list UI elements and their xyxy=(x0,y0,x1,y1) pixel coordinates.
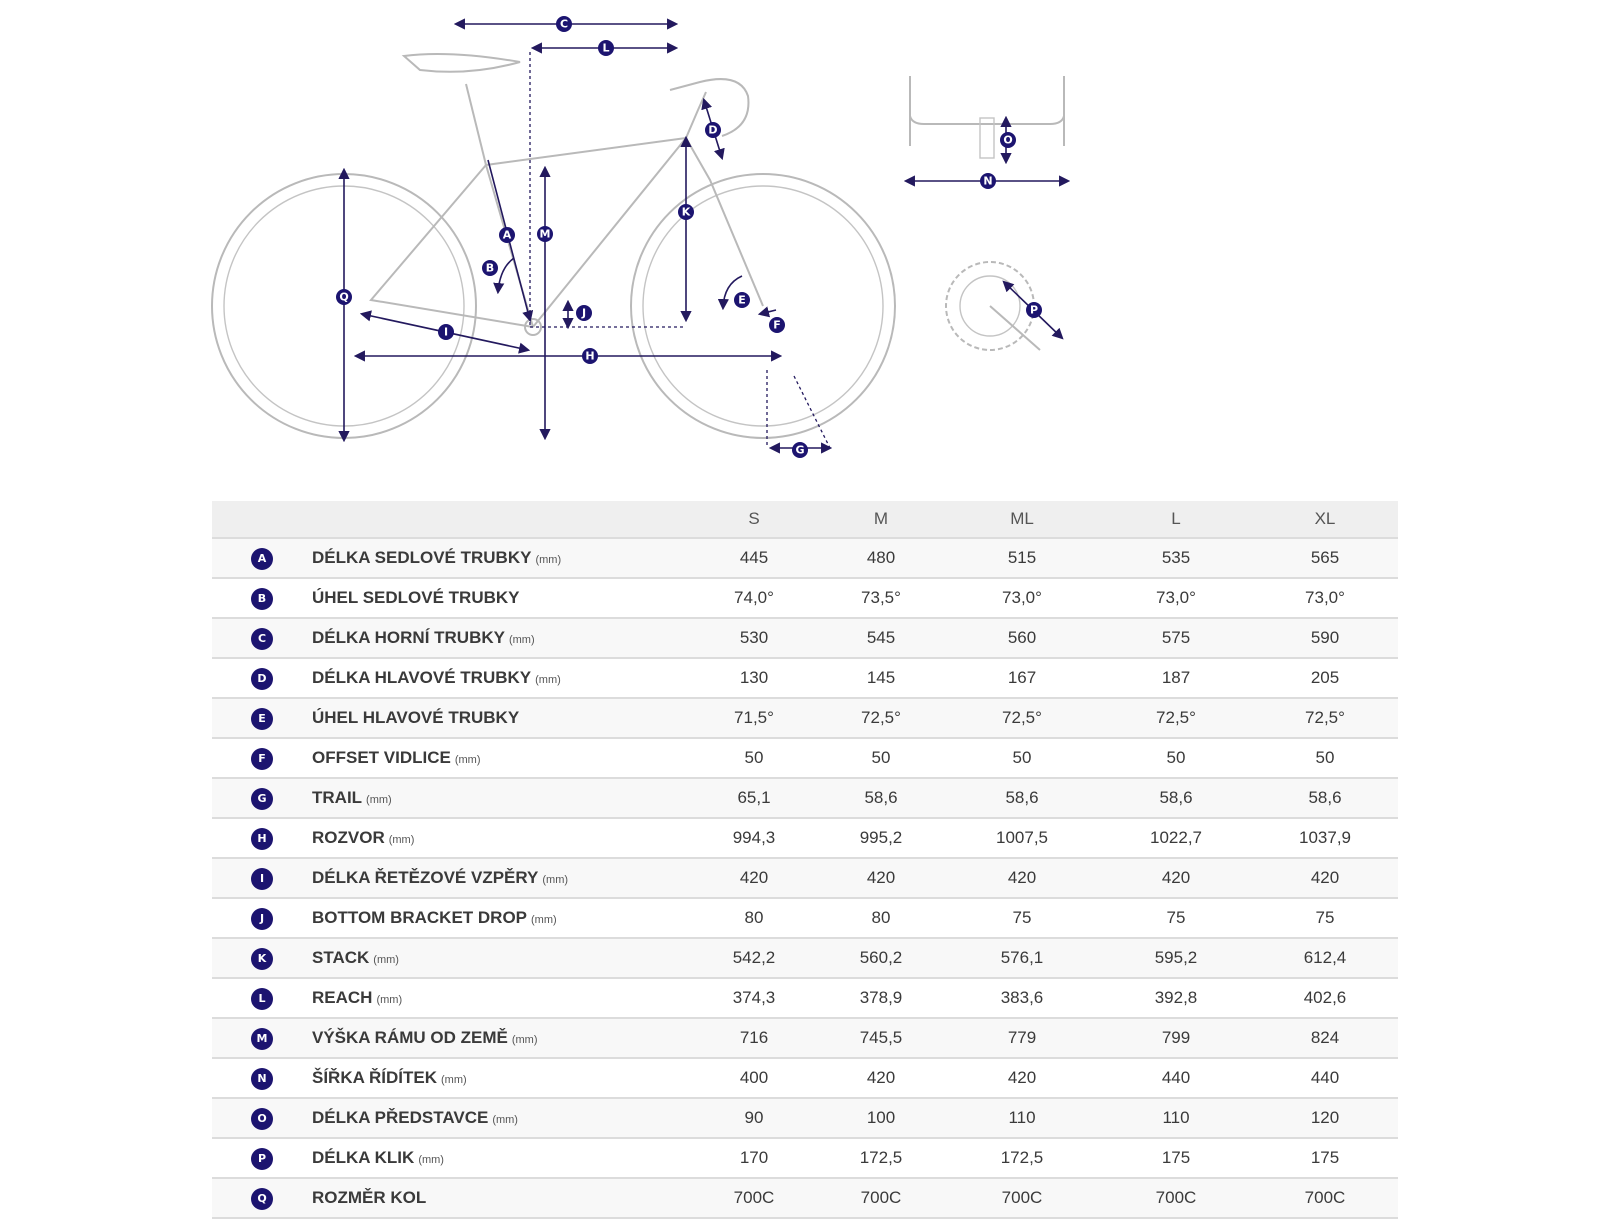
label-i-icon xyxy=(438,324,454,340)
measurement-name: OFFSET VIDLICE xyxy=(312,748,451,767)
table-row xyxy=(212,1178,1398,1218)
table-row xyxy=(212,778,1398,818)
label-a-icon xyxy=(499,227,515,243)
size-header-ml: ML xyxy=(944,501,1100,538)
value-cell-m: 545 xyxy=(818,618,944,658)
label-c-text: C xyxy=(559,17,569,31)
value-cell-xl: 612,4 xyxy=(1252,938,1398,978)
bike-frame xyxy=(371,54,763,335)
row-letter-cell xyxy=(212,578,312,618)
table-row xyxy=(212,538,1398,578)
table-row xyxy=(212,858,1398,898)
measurement-unit: (mm) xyxy=(376,994,403,1006)
value-cell-xl: 73,0° xyxy=(1252,578,1398,618)
table-row xyxy=(212,1098,1398,1138)
value-cell-xl: 1037,9 xyxy=(1252,818,1398,858)
measurement-unit: (mm) xyxy=(535,554,562,566)
row-name-cell xyxy=(312,738,690,778)
measurement-name: DÉLKA KLIK xyxy=(312,1148,415,1167)
label-h-icon xyxy=(582,348,598,364)
value-cell-s: 80 xyxy=(690,898,818,938)
measurement-unit: (mm) xyxy=(531,914,557,926)
label-b-icon xyxy=(482,260,498,276)
label-o-icon xyxy=(1000,132,1016,148)
value-cell-m: 560,2 xyxy=(818,938,944,978)
value-cell-m: 80 xyxy=(818,898,944,938)
letter-badge-icon: P xyxy=(251,1148,273,1170)
row-name-cell xyxy=(312,938,690,978)
label-h-text: H xyxy=(585,349,595,363)
letter-badge-icon: A xyxy=(251,548,273,570)
value-cell-l: 535 xyxy=(1100,538,1252,578)
label-l-text: L xyxy=(602,41,610,55)
label-l-icon xyxy=(598,40,614,56)
bike-geometry-diagram xyxy=(0,0,1600,470)
row-name-cell xyxy=(312,1018,690,1058)
value-cell-s: 170 xyxy=(690,1138,818,1178)
letter-badge-icon: H xyxy=(251,828,273,850)
table-row xyxy=(212,938,1398,978)
measurement-unit: (mm) xyxy=(511,1034,538,1046)
value-cell-s: 445 xyxy=(690,538,818,578)
header-spacer xyxy=(312,501,690,538)
value-cell-s: 90 xyxy=(690,1098,818,1138)
label-q-icon xyxy=(336,289,352,305)
crankset-inset xyxy=(946,262,1062,350)
letter-badge-icon: E xyxy=(251,708,273,730)
measurement-name: REACH xyxy=(312,988,373,1007)
label-b-text: B xyxy=(485,261,495,275)
value-cell-l: 58,6 xyxy=(1100,778,1252,818)
value-cell-ml: 383,6 xyxy=(944,978,1100,1018)
value-cell-xl: 565 xyxy=(1252,538,1398,578)
value-cell-xl: 75 xyxy=(1252,898,1398,938)
size-header-row xyxy=(212,501,1398,538)
value-cell-xl: 205 xyxy=(1252,658,1398,698)
size-header-xl: XL xyxy=(1252,501,1398,538)
label-f-icon xyxy=(769,317,785,333)
value-cell-s: 716 xyxy=(690,1018,818,1058)
label-e-icon xyxy=(734,292,750,308)
row-letter-cell xyxy=(212,1058,312,1098)
row-name-cell xyxy=(312,898,690,938)
measurement-unit: (mm) xyxy=(508,634,535,646)
value-cell-m: 58,6 xyxy=(818,778,944,818)
row-letter-cell xyxy=(212,778,312,818)
label-f-text: F xyxy=(773,318,781,332)
value-cell-ml: 420 xyxy=(944,858,1100,898)
measurement-unit: (mm) xyxy=(542,874,569,886)
label-e-text: E xyxy=(738,293,746,307)
row-letter-cell xyxy=(212,1018,312,1058)
row-letter-cell xyxy=(212,1178,312,1218)
geometry-table xyxy=(212,501,1398,1219)
measurement-unit: (mm) xyxy=(373,954,399,966)
row-letter-cell xyxy=(212,938,312,978)
measurement-name: DÉLKA SEDLOVÉ TRUBKY xyxy=(312,548,532,567)
value-cell-l: 75 xyxy=(1100,898,1252,938)
label-g-text: G xyxy=(795,443,805,457)
value-cell-s: 130 xyxy=(690,658,818,698)
label-o-text: O xyxy=(1003,133,1013,147)
label-p-icon xyxy=(1026,302,1042,318)
measurement-name: TRAIL xyxy=(312,788,363,807)
row-name-cell xyxy=(312,658,690,698)
size-header-m: M xyxy=(818,501,944,538)
value-cell-ml: 576,1 xyxy=(944,938,1100,978)
size-header-l: L xyxy=(1100,501,1252,538)
row-letter-cell xyxy=(212,1138,312,1178)
value-cell-s: 71,5° xyxy=(690,698,818,738)
measurement-name: ŠÍŘKA ŘÍDÍTEK xyxy=(312,1068,437,1087)
letter-badge-icon: Q xyxy=(251,1188,273,1210)
value-cell-ml: 700C xyxy=(944,1178,1100,1218)
table-row xyxy=(212,1058,1398,1098)
row-letter-cell xyxy=(212,618,312,658)
value-cell-l: 50 xyxy=(1100,738,1252,778)
handlebar-inset xyxy=(906,76,1068,181)
value-cell-s: 994,3 xyxy=(690,818,818,858)
table-row xyxy=(212,658,1398,698)
value-cell-ml: 1007,5 xyxy=(944,818,1100,858)
value-cell-l: 72,5° xyxy=(1100,698,1252,738)
row-name-cell xyxy=(312,538,690,578)
row-letter-cell xyxy=(212,898,312,938)
letter-badge-icon: O xyxy=(251,1108,273,1130)
label-p-text: P xyxy=(1029,303,1039,317)
measurement-unit: (mm) xyxy=(535,674,561,686)
measurement-name: VÝŠKA RÁMU OD ZEMĚ xyxy=(312,1028,508,1047)
value-cell-ml: 172,5 xyxy=(944,1138,1100,1178)
label-j-icon xyxy=(576,305,592,321)
table-row xyxy=(212,1018,1398,1058)
value-cell-l: 73,0° xyxy=(1100,578,1252,618)
row-name-cell xyxy=(312,1178,690,1218)
value-cell-s: 74,0° xyxy=(690,578,818,618)
header-spacer xyxy=(212,501,312,538)
value-cell-ml: 420 xyxy=(944,1058,1100,1098)
measurement-name: ÚHEL SEDLOVÉ TRUBKY xyxy=(312,588,520,607)
value-cell-xl: 120 xyxy=(1252,1098,1398,1138)
value-cell-m: 420 xyxy=(818,858,944,898)
letter-badge-icon: B xyxy=(251,588,273,610)
row-name-cell xyxy=(312,778,690,818)
value-cell-m: 145 xyxy=(818,658,944,698)
value-cell-ml: 75 xyxy=(944,898,1100,938)
label-d-icon xyxy=(705,122,721,138)
row-name-cell xyxy=(312,578,690,618)
value-cell-l: 175 xyxy=(1100,1138,1252,1178)
row-letter-cell xyxy=(212,978,312,1018)
row-letter-cell xyxy=(212,698,312,738)
table-row xyxy=(212,1138,1398,1178)
value-cell-l: 392,8 xyxy=(1100,978,1252,1018)
value-cell-m: 995,2 xyxy=(818,818,944,858)
value-cell-l: 700C xyxy=(1100,1178,1252,1218)
measurement-unit: (mm) xyxy=(388,834,415,846)
measurement-name: DÉLKA HORNÍ TRUBKY xyxy=(312,628,505,647)
letter-badge-icon: J xyxy=(251,908,273,930)
value-cell-xl: 824 xyxy=(1252,1018,1398,1058)
value-cell-xl: 590 xyxy=(1252,618,1398,658)
value-cell-s: 420 xyxy=(690,858,818,898)
value-cell-l: 187 xyxy=(1100,658,1252,698)
value-cell-l: 420 xyxy=(1100,858,1252,898)
label-c-icon xyxy=(556,16,572,32)
value-cell-l: 575 xyxy=(1100,618,1252,658)
measurement-unit: (mm) xyxy=(492,1114,518,1126)
row-name-cell xyxy=(312,618,690,658)
value-cell-ml: 72,5° xyxy=(944,698,1100,738)
row-name-cell xyxy=(312,698,690,738)
value-cell-xl: 50 xyxy=(1252,738,1398,778)
measurement-unit: (mm) xyxy=(366,794,392,806)
measurement-name: ROZVOR xyxy=(312,828,385,847)
row-name-cell xyxy=(312,1058,690,1098)
letter-badge-icon: K xyxy=(251,948,273,970)
measurement-name: BOTTOM BRACKET DROP xyxy=(312,908,528,927)
value-cell-l: 595,2 xyxy=(1100,938,1252,978)
row-letter-cell xyxy=(212,658,312,698)
value-cell-ml: 167 xyxy=(944,658,1100,698)
label-m-text: M xyxy=(539,227,551,241)
value-cell-ml: 560 xyxy=(944,618,1100,658)
value-cell-m: 378,9 xyxy=(818,978,944,1018)
value-cell-ml: 73,0° xyxy=(944,578,1100,618)
measurement-name: ROZMĚR KOL xyxy=(312,1188,427,1207)
value-cell-m: 172,5 xyxy=(818,1138,944,1178)
table-row xyxy=(212,618,1398,658)
label-d-text: D xyxy=(708,123,718,137)
measurement-unit: (mm) xyxy=(418,1154,444,1166)
label-q-text: Q xyxy=(339,290,349,304)
value-cell-ml: 515 xyxy=(944,538,1100,578)
value-cell-ml: 110 xyxy=(944,1098,1100,1138)
row-letter-cell xyxy=(212,1098,312,1138)
value-cell-xl: 440 xyxy=(1252,1058,1398,1098)
letter-badge-icon: M xyxy=(251,1028,273,1050)
value-cell-m: 700C xyxy=(818,1178,944,1218)
label-g-icon xyxy=(792,442,808,458)
table-row xyxy=(212,698,1398,738)
value-cell-l: 799 xyxy=(1100,1018,1252,1058)
value-cell-m: 72,5° xyxy=(818,698,944,738)
value-cell-ml: 779 xyxy=(944,1018,1100,1058)
label-n-text: N xyxy=(983,174,993,188)
label-i-text: I xyxy=(443,325,449,339)
value-cell-s: 700C xyxy=(690,1178,818,1218)
letter-badge-icon: I xyxy=(251,868,273,890)
value-cell-ml: 58,6 xyxy=(944,778,1100,818)
row-letter-cell xyxy=(212,858,312,898)
value-cell-s: 50 xyxy=(690,738,818,778)
measurement-name: DÉLKA PŘEDSTAVCE xyxy=(312,1108,489,1127)
value-cell-l: 110 xyxy=(1100,1098,1252,1138)
row-name-cell xyxy=(312,858,690,898)
row-name-cell xyxy=(312,978,690,1018)
value-cell-xl: 420 xyxy=(1252,858,1398,898)
row-name-cell xyxy=(312,1138,690,1178)
value-cell-xl: 700C xyxy=(1252,1178,1398,1218)
value-cell-m: 100 xyxy=(818,1098,944,1138)
value-cell-s: 542,2 xyxy=(690,938,818,978)
label-n-icon xyxy=(980,173,996,189)
letter-badge-icon: C xyxy=(251,628,273,650)
label-k-icon xyxy=(678,204,694,220)
value-cell-s: 400 xyxy=(690,1058,818,1098)
row-letter-cell xyxy=(212,738,312,778)
row-letter-cell xyxy=(212,818,312,858)
row-name-cell xyxy=(312,818,690,858)
value-cell-l: 1022,7 xyxy=(1100,818,1252,858)
value-cell-m: 73,5° xyxy=(818,578,944,618)
value-cell-m: 420 xyxy=(818,1058,944,1098)
value-cell-l: 440 xyxy=(1100,1058,1252,1098)
value-cell-ml: 50 xyxy=(944,738,1100,778)
value-cell-xl: 402,6 xyxy=(1252,978,1398,1018)
table-row xyxy=(212,898,1398,938)
measurement-name: DÉLKA ŘETĚZOVÉ VZPĚRY xyxy=(312,868,539,887)
value-cell-s: 374,3 xyxy=(690,978,818,1018)
label-k-text: K xyxy=(681,205,691,219)
table-row xyxy=(212,738,1398,778)
letter-badge-icon: D xyxy=(251,668,273,690)
row-name-cell xyxy=(312,1098,690,1138)
label-m-icon xyxy=(537,226,553,242)
value-cell-xl: 58,6 xyxy=(1252,778,1398,818)
letter-badge-icon: N xyxy=(251,1068,273,1090)
table-row xyxy=(212,978,1398,1018)
value-cell-s: 530 xyxy=(690,618,818,658)
value-cell-xl: 72,5° xyxy=(1252,698,1398,738)
label-a-text: A xyxy=(502,228,512,242)
dimension-lines xyxy=(344,24,830,448)
letter-badge-icon: L xyxy=(251,988,273,1010)
value-cell-m: 745,5 xyxy=(818,1018,944,1058)
letter-badge-icon: F xyxy=(251,748,273,770)
table-row xyxy=(212,818,1398,858)
size-header-s: S xyxy=(690,501,818,538)
table-row xyxy=(212,578,1398,618)
value-cell-xl: 175 xyxy=(1252,1138,1398,1178)
label-j-text: J xyxy=(581,306,587,320)
measurement-unit: (mm) xyxy=(454,754,481,766)
row-letter-cell xyxy=(212,538,312,578)
measurement-unit: (mm) xyxy=(441,1074,467,1086)
value-cell-m: 50 xyxy=(818,738,944,778)
measurement-name: DÉLKA HLAVOVÉ TRUBKY xyxy=(312,668,532,687)
measurement-name: STACK xyxy=(312,948,370,967)
value-cell-m: 480 xyxy=(818,538,944,578)
value-cell-s: 65,1 xyxy=(690,778,818,818)
measurement-name: ÚHEL HLAVOVÉ TRUBKY xyxy=(312,708,520,727)
letter-badge-icon: G xyxy=(251,788,273,810)
